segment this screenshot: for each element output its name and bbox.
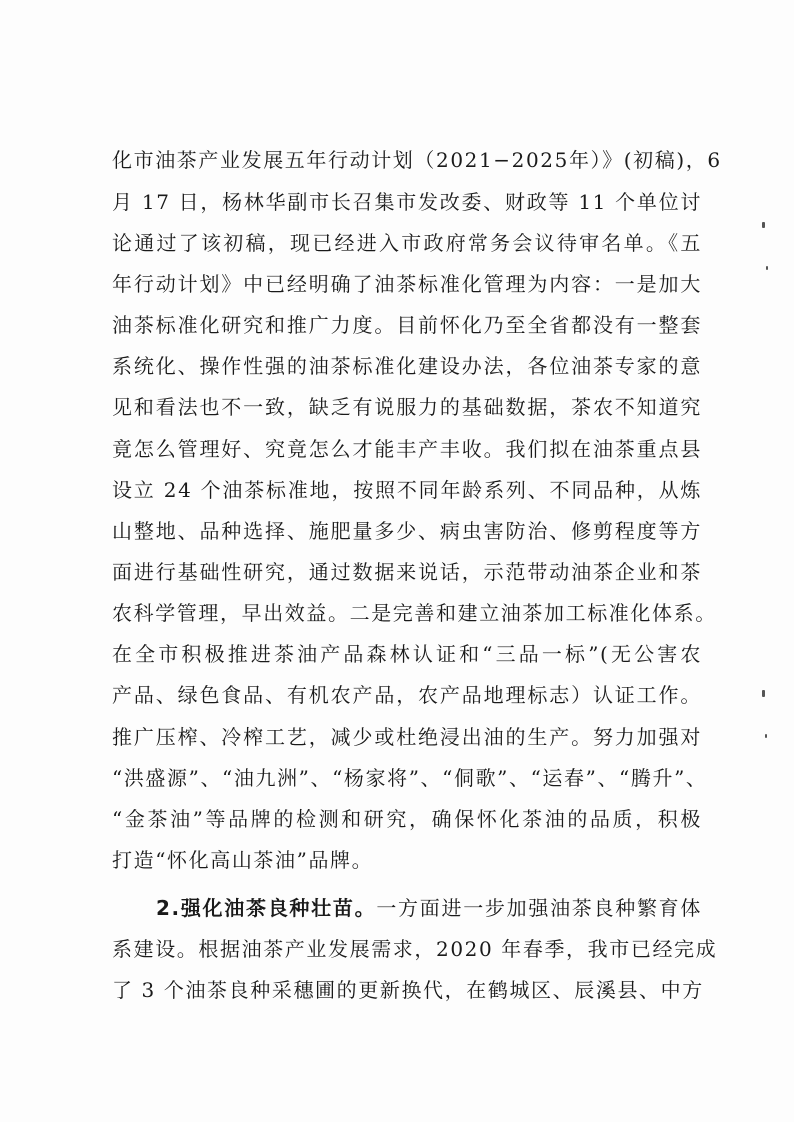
text-line: “洪盛源”、“油九洲”、“杨家将”、“侗歌”、“运春”、“腾升”、 [112,766,708,790]
text-line: 竟怎么管理好、究竟怎么才能丰产丰收。我们拟在油茶重点县 [112,437,702,461]
text-line: 月 17 日，杨林华副市长召集市发改委、财政等 11 个单位讨 [112,190,702,214]
text-line: 设立 24 个油茶标准地，按照不同年龄系列、不同品种，从炼 [112,478,702,502]
text-line: 系统化、操作性强的油茶标准化建设办法，各位油茶专家的意 [112,354,702,378]
scan-speck [762,222,765,228]
text-line: 见和看法也不一致，缺乏有说服力的基础数据，茶农不知道究 [112,395,702,419]
text-line: 年行动计划》中已经明确了油茶标准化管理为内容：一是加大 [112,272,702,296]
paragraph2-first-line [156,890,702,926]
text-line: 化市油茶产业发展五年行动计划（2021−2025年）》(初稿)，6 [112,148,722,172]
text-line: 产品、绿色食品、有机农产品，农产品地理标志）认证工作。 [112,683,702,707]
text-line: 打造“怀化高山茶油”品牌。 [112,848,374,872]
text-line: 了 3 个油茶良种采穗圃的更新换代，在鹤城区、辰溪县、中方 [112,978,704,1002]
text-line: 在全市积极推进茶油产品森林认证和“三品一标”(无公害农 [112,642,702,666]
scan-speck [766,266,768,270]
text-line: “金茶油”等品牌的检测和研究，确保怀化茶油的品质，积极 [112,807,702,831]
text-line: 油茶标准化研究和推广力度。目前怀化乃至全省都没有一整套 [112,313,702,337]
scan-speck [762,690,765,697]
text-line: 论通过了该初稿，现已经进入市政府常务会议待审名单。《五 [112,231,702,255]
text-line: 系建设。根据油茶产业发展需求，2020 年春季，我市已经完成 [112,937,718,961]
text-line: 面进行基础性研究，通过数据来说话，示范带动油茶企业和茶 [112,560,702,584]
section-heading: 2.强化油茶良种壮苗。 [156,896,377,920]
text-line: 山整地、品种选择、施肥量多少、病虫害防治、修剪程度等方 [112,519,702,543]
scan-speck [765,734,767,738]
text-line: 推广压榨、冷榨工艺，减少或杜绝浸出油的生产。努力加强对 [112,725,702,749]
text-line: 农科学管理，早出效益。二是完善和建立油茶加工标准化体系。 [112,601,717,625]
text-run: 一方面进一步加强油茶良种繁育体 [376,896,702,920]
